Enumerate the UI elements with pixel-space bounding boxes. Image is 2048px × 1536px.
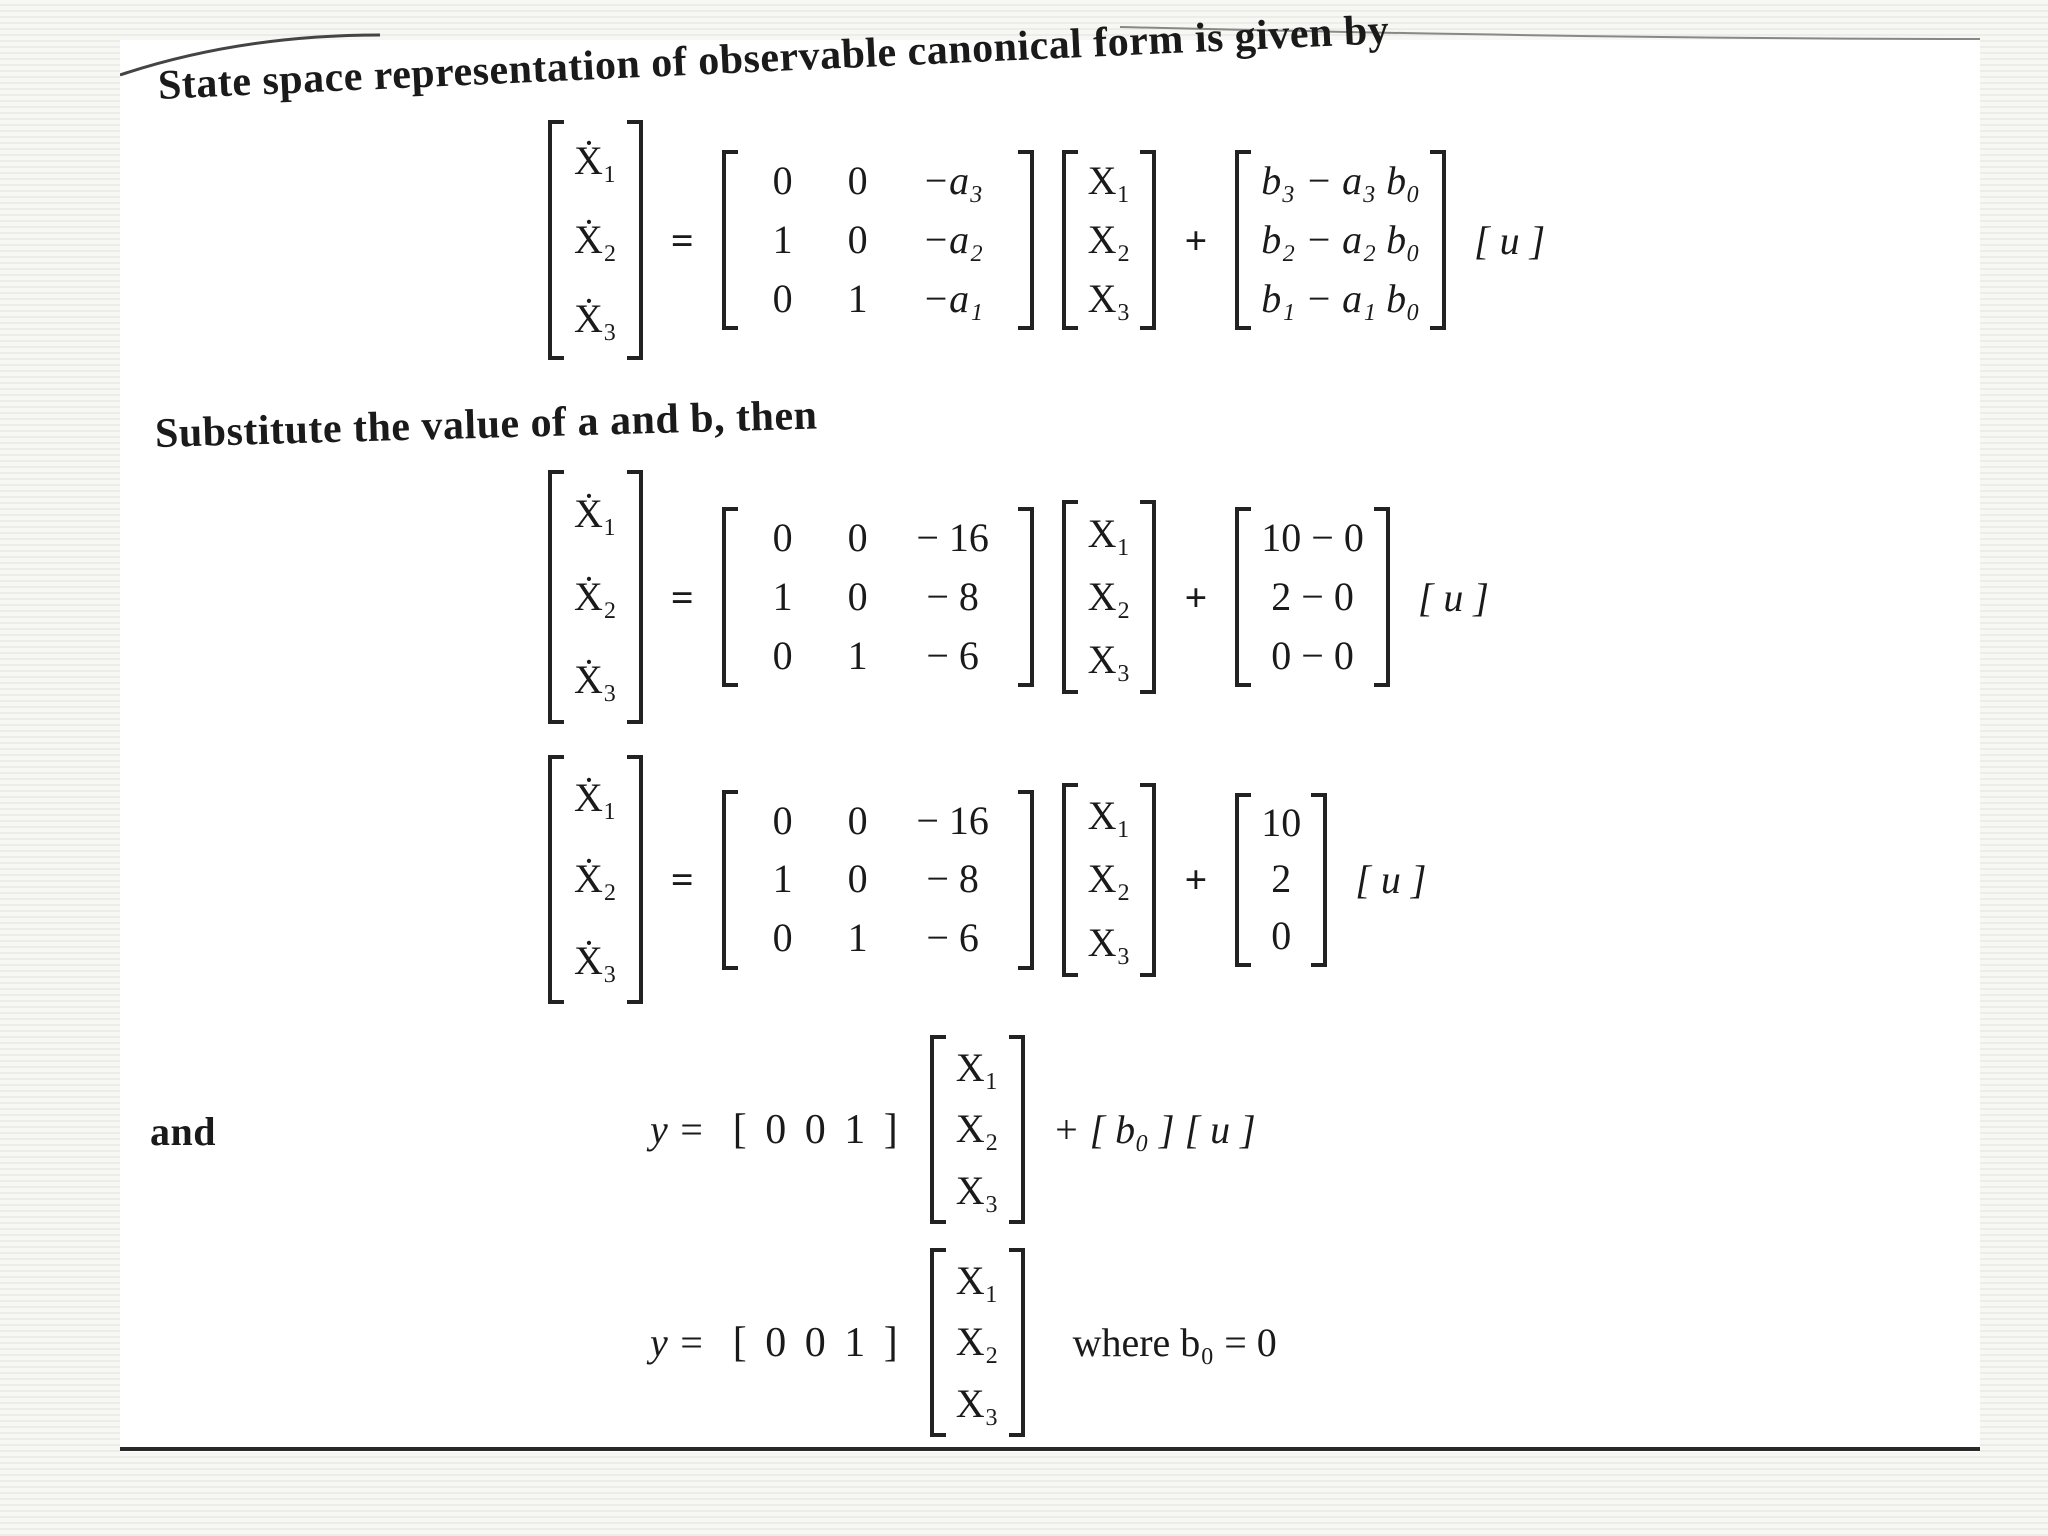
- a-cell: 0: [772, 915, 793, 961]
- equation-general-form: [548, 120, 1545, 360]
- substitute-text: Substitute the value of a and b, then: [154, 392, 818, 457]
- a-cell: − 6: [926, 915, 979, 961]
- a-cell: 1: [847, 915, 868, 961]
- a-cell: 0: [847, 216, 868, 262]
- and-label: and: [150, 1109, 216, 1154]
- c-row-vector: [ 0 0 1 ]: [732, 1319, 902, 1366]
- b-vector: [1235, 507, 1390, 687]
- b-cell: b₁ − a₁ b₀: [1261, 275, 1420, 321]
- a-cell: 0: [772, 797, 793, 843]
- b-cell: 0: [1271, 913, 1292, 959]
- a-cell: 0: [847, 158, 868, 204]
- xdot-1: Ẋ₁: [574, 138, 617, 184]
- a-cell: 1: [772, 573, 793, 619]
- a-cell: − 16: [916, 797, 989, 843]
- a-cell: −a₁: [922, 275, 984, 321]
- x-3: X₃: [955, 1168, 999, 1214]
- u-term: [ u ]: [1355, 857, 1427, 902]
- b0-u-term: + [ b₀ ] [ u ]: [1052, 1107, 1256, 1152]
- x-vector: [930, 1248, 1025, 1437]
- c-row-vector: [ 0 0 1 ]: [732, 1106, 902, 1153]
- a-cell: − 16: [916, 515, 989, 561]
- x-1: X₁: [1087, 510, 1131, 556]
- xdot-2: Ẋ₂: [574, 216, 617, 262]
- b-vector: [1235, 793, 1327, 967]
- equals-sign: =: [670, 574, 694, 620]
- a-cell: 1: [772, 216, 793, 262]
- a-cell: 1: [847, 632, 868, 678]
- x-2: X₂: [1087, 856, 1131, 902]
- b-cell: 10: [1261, 799, 1302, 845]
- a-matrix: [722, 507, 1034, 687]
- x-1: X₁: [955, 1257, 999, 1303]
- intro-text: State space representation of observable canonical form is given by: [156, 7, 1391, 109]
- a-cell: 0: [847, 797, 868, 843]
- a-cell: 1: [847, 275, 868, 321]
- output-equation-simplified: [650, 1248, 1277, 1437]
- xdot-3: Ẋ₃: [574, 657, 617, 703]
- x-vector: [930, 1035, 1025, 1224]
- a-matrix: [722, 150, 1034, 330]
- y-lhs: y =: [650, 1320, 705, 1365]
- u-term: [ u ]: [1474, 217, 1546, 263]
- xdot-vector: [548, 120, 643, 360]
- a-cell: 0: [847, 573, 868, 619]
- equals-sign: =: [670, 857, 694, 902]
- b-cell: 2: [1271, 856, 1292, 902]
- plus-sign: +: [1184, 217, 1208, 263]
- a-cell: − 8: [926, 856, 979, 902]
- a-cell: 0: [772, 158, 793, 204]
- a-cell: − 6: [926, 632, 979, 678]
- x-1: X₁: [1087, 158, 1131, 204]
- a-cell: 0: [772, 632, 793, 678]
- xdot-2: Ẋ₂: [574, 856, 617, 902]
- x-2: X₂: [955, 1106, 999, 1152]
- b-cell: 0 − 0: [1271, 632, 1354, 678]
- x-2: X₂: [1087, 216, 1131, 262]
- x-vector: [1062, 500, 1157, 694]
- equation-simplified: [548, 755, 1426, 1004]
- x-1: X₁: [955, 1044, 999, 1090]
- x-2: X₂: [1087, 573, 1131, 619]
- a-cell: −a₂: [922, 216, 984, 262]
- b-cell: b₂ − a₂ b₀: [1261, 216, 1420, 262]
- y-lhs: y =: [650, 1107, 705, 1152]
- a-cell: 0: [772, 275, 793, 321]
- xdot-1: Ẋ₁: [574, 490, 617, 536]
- plus-sign: +: [1184, 857, 1208, 902]
- plus-sign: +: [1184, 574, 1208, 620]
- xdot-vector: [548, 755, 643, 1004]
- a-cell: −a₃: [922, 158, 984, 204]
- b-cell: 10 − 0: [1261, 515, 1364, 561]
- equation-substituted: [548, 470, 1489, 724]
- x-3: X₃: [1087, 637, 1131, 683]
- b-vector: [1235, 150, 1446, 330]
- x-3: X₃: [955, 1381, 999, 1427]
- xdot-3: Ẋ₃: [574, 295, 617, 341]
- xdot-3: Ẋ₃: [574, 938, 617, 984]
- a-cell: 0: [772, 515, 793, 561]
- xdot-2: Ẋ₂: [574, 573, 617, 619]
- xdot-vector: [548, 470, 643, 724]
- x-vector: [1062, 150, 1157, 330]
- where-clause: where b₀ = 0: [1072, 1320, 1277, 1365]
- a-cell: − 8: [926, 573, 979, 619]
- equals-sign: =: [670, 217, 694, 263]
- b-cell: 2 − 0: [1271, 573, 1354, 619]
- x-2: X₂: [955, 1319, 999, 1365]
- a-matrix: [722, 790, 1034, 970]
- xdot-1: Ẋ₁: [574, 774, 617, 820]
- bottom-rule: [120, 1447, 1980, 1451]
- a-cell: 0: [847, 856, 868, 902]
- x-vector: [1062, 783, 1157, 977]
- x-3: X₃: [1087, 275, 1131, 321]
- a-cell: 0: [847, 515, 868, 561]
- b-cell: b₃ − a₃ b₀: [1261, 158, 1420, 204]
- a-cell: 1: [772, 856, 793, 902]
- x-1: X₁: [1087, 793, 1131, 839]
- u-term: [ u ]: [1417, 574, 1489, 620]
- x-3: X₃: [1087, 919, 1131, 965]
- output-equation-general: [650, 1035, 1256, 1224]
